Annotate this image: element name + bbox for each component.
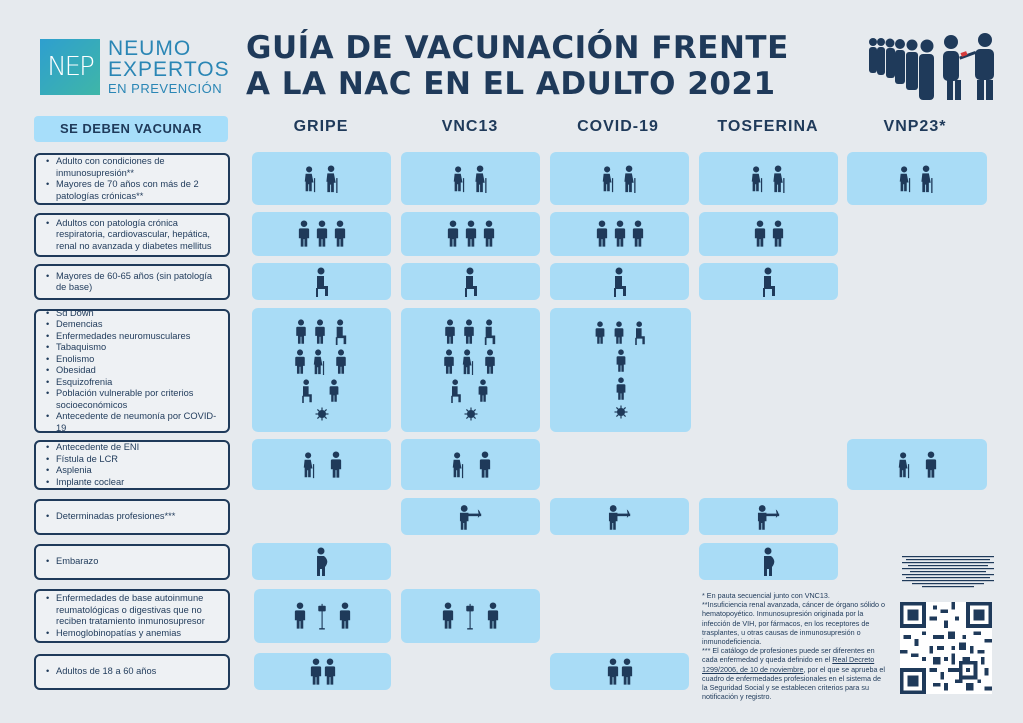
cell-r1-tosferina xyxy=(699,152,838,205)
elderly-person-icon xyxy=(898,165,912,193)
logo-line1: NEUMO xyxy=(108,37,192,60)
dementia-icon xyxy=(313,319,327,345)
footnotes xyxy=(702,591,887,701)
list-item: • Mayores de 70 años con más de 2 patologías crónicas** xyxy=(46,179,222,202)
chronic-patient-icon xyxy=(447,220,459,248)
icon-row xyxy=(294,349,350,375)
elderly-cane-icon xyxy=(621,165,639,193)
iv-drip-icon xyxy=(316,602,328,630)
footnote-3-text: *** El catálogo de profesiones puede ser diferentes en cada enfermedad y queda definido en el xyxy=(702,646,875,665)
senior-seated-icon xyxy=(761,267,777,297)
chronic-patient-icon xyxy=(596,220,608,248)
cell-r3-tosferina xyxy=(699,263,838,300)
patient-icon xyxy=(294,602,306,630)
ear-patient-icon xyxy=(479,451,491,479)
cell-r6-vnc13 xyxy=(401,498,540,535)
row-label-autoimmune xyxy=(34,589,230,643)
cell-r9-covid xyxy=(550,653,689,690)
list-item: • Fístula de LCR xyxy=(46,454,139,466)
vulnerable-family-icon xyxy=(610,377,632,401)
tiny-text-block xyxy=(902,556,994,590)
elderly-cane-icon xyxy=(323,165,341,193)
senior-seated-icon xyxy=(612,267,628,297)
chronic-patient-icon xyxy=(334,220,346,248)
chronic-patient-icon xyxy=(754,220,766,248)
covid-virus-icon xyxy=(614,405,628,419)
list-item: • Obesidad xyxy=(46,365,222,377)
worker-icon xyxy=(454,503,488,531)
row-label-risk-conditions xyxy=(34,309,230,433)
ear-patient-icon xyxy=(330,451,342,479)
obesity-icon xyxy=(332,349,350,375)
iv-drip-icon xyxy=(464,602,476,630)
real-decreto-link[interactable]: Real Decreto 1299/2006, de 10 de noviembre xyxy=(702,655,875,674)
adult-icon xyxy=(621,658,633,686)
chronic-patient-icon xyxy=(772,220,784,248)
elderly-person-icon xyxy=(303,165,317,193)
icon-row xyxy=(447,379,495,403)
patient-icon xyxy=(442,602,454,630)
column-vnp23: VNP23* xyxy=(883,118,947,135)
list-item: • Enfermedades de base autoinmune reumatológicas o digestivas que no reciben tratamiento inmunosupresor xyxy=(46,593,222,628)
chronic-patient-icon xyxy=(614,220,626,248)
row-label-pregnancy xyxy=(34,544,230,580)
footnote-3 xyxy=(702,646,887,701)
cell-r2-covid xyxy=(550,212,689,256)
list-item: • Población vulnerable por criterios socioeconómicos xyxy=(46,388,222,411)
cell-r3-covid xyxy=(550,263,689,300)
icon-row xyxy=(444,319,498,345)
adult-icon xyxy=(607,658,619,686)
elderly-person-icon xyxy=(750,165,764,193)
worker-icon xyxy=(752,503,786,531)
cell-r3-gripe xyxy=(252,263,391,300)
drinker-icon xyxy=(312,349,326,375)
chronic-patient-icon xyxy=(632,220,644,248)
cell-r9-gripe xyxy=(254,653,391,690)
column-vnc13: VNC13 xyxy=(441,118,499,135)
list-item: • Demencias xyxy=(46,319,222,331)
obesity-icon xyxy=(615,349,627,373)
cell-r3-vnc13 xyxy=(401,263,540,300)
drinker-icon xyxy=(461,349,475,375)
cell-r1-vnp23 xyxy=(847,152,987,205)
cell-r4-gripe xyxy=(252,308,391,432)
ear-patient-icon xyxy=(925,451,937,479)
row-label-professions xyxy=(34,499,230,535)
adult-icon xyxy=(324,658,336,686)
row-label-chronic xyxy=(34,213,230,257)
pregnant-woman-icon xyxy=(761,547,777,577)
logo xyxy=(40,38,230,95)
vaccination-queue-icon xyxy=(855,30,1005,102)
senior-seated-icon xyxy=(314,267,330,297)
lying-patient-icon xyxy=(302,451,316,479)
vulnerable-family-icon xyxy=(322,379,346,403)
schizophrenia-icon xyxy=(447,379,465,403)
lying-patient-icon xyxy=(451,451,465,479)
dementia-icon xyxy=(612,321,626,345)
smoker-icon xyxy=(294,349,306,375)
footnote-2: **Insuficiencia renal avanzada, cáncer de órgano sólido o hematopoyético. Inmunosupresión originada por la infección de VIH, por fármacos, en los receptores de trasplantes, u otras causas de inmunosupresión o inmunodeficiencia. xyxy=(702,600,886,647)
column-tosferina: TOSFERINA xyxy=(717,118,819,135)
list-item: • Enfermedades neuromusculares xyxy=(46,331,222,343)
vulnerable-family-icon xyxy=(471,379,495,403)
cell-r7-tosferina xyxy=(699,543,838,580)
lying-patient-icon xyxy=(897,451,911,479)
list-item: • Implante coclear xyxy=(46,477,139,489)
column-covid19: COVID-19 xyxy=(577,118,659,135)
page-title xyxy=(246,30,789,102)
elderly-person-icon xyxy=(452,165,466,193)
down-syndrome-icon xyxy=(444,319,456,345)
senior-seated-icon xyxy=(463,267,479,297)
smoker-icon xyxy=(443,349,455,375)
elderly-person-icon xyxy=(601,165,615,193)
cell-r4-covid xyxy=(550,308,691,432)
down-syndrome-icon xyxy=(594,321,606,345)
wheelchair-icon xyxy=(333,319,349,345)
wheelchair-icon xyxy=(632,321,648,345)
chronic-patient-icon xyxy=(298,220,310,248)
list-item: • Asplenia xyxy=(46,465,139,477)
elderly-cane-icon xyxy=(472,165,490,193)
logo-line2: EXPERTOS xyxy=(108,58,230,81)
vaccinate-label: SE DEBEN VACUNAR xyxy=(34,116,228,142)
cell-r2-gripe xyxy=(252,212,391,256)
cell-r1-gripe xyxy=(252,152,391,205)
row-label-eni xyxy=(34,440,230,490)
pregnant-woman-icon xyxy=(314,547,330,577)
icon-row xyxy=(298,379,346,403)
schizophrenia-icon xyxy=(298,379,316,403)
icon-row xyxy=(443,349,499,375)
cell-r2-vnc13 xyxy=(401,212,540,256)
covid-virus-icon xyxy=(315,407,329,421)
cell-r8-vnc13 xyxy=(401,589,540,643)
chronic-patient-icon xyxy=(465,220,477,248)
column-gripe: GRIPE xyxy=(293,118,349,135)
cell-r2-tosferina xyxy=(699,212,838,256)
list-item: • Sd Down xyxy=(46,308,222,320)
cell-r5-vnp23 xyxy=(847,439,987,490)
list-item: • Adulto con condiciones de inmunosupresión** xyxy=(46,156,222,179)
cell-r1-covid xyxy=(550,152,689,205)
covid-virus-icon xyxy=(464,407,478,421)
dementia-icon xyxy=(462,319,476,345)
row-label-adults-18-60 xyxy=(34,654,230,690)
cell-r8-gripe xyxy=(254,589,391,643)
title-line1: GUÍA DE VACUNACIÓN FRENTE xyxy=(246,30,789,66)
list-item: • Adultos con patología crónica respiratoria, cardiovascular, hepática, renal no avanzada y diabetes mellitus xyxy=(46,218,222,253)
list-item: • Adultos de 18 a 60 años xyxy=(46,666,156,678)
cell-r6-covid xyxy=(550,498,689,535)
down-syndrome-icon xyxy=(295,319,307,345)
list-item: • Antecedente de neumonía por COVID-19 xyxy=(46,411,222,434)
elderly-cane-icon xyxy=(770,165,788,193)
list-item: • Determinadas profesiones*** xyxy=(46,511,175,523)
footnote-1: * En pauta secuencial junto con VNC13. xyxy=(702,591,830,600)
row-label-over-60 xyxy=(34,264,230,300)
row-label-immunosuppression xyxy=(34,153,230,205)
cell-r4-vnc13 xyxy=(401,308,540,432)
chronic-patient-icon xyxy=(316,220,328,248)
list-item: • Embarazo xyxy=(46,556,98,568)
list-item: • Mayores de 60-65 años (sin patología de base) xyxy=(46,271,222,294)
logo-line3: EN PREVENCIÓN xyxy=(108,81,223,96)
patient-icon xyxy=(338,602,352,630)
cell-r1-vnc13 xyxy=(401,152,540,205)
logo-mark: NEP xyxy=(40,39,100,95)
obesity-icon xyxy=(481,349,499,375)
cell-r5-gripe xyxy=(252,439,391,490)
footnote-3-text-end: , por el que se aprueba el cuadro de enfermedades profesionales en el sistema de la Seguridad Social y se establecen criterios para su notificación y registro. xyxy=(702,664,886,702)
patient-icon xyxy=(486,602,500,630)
list-item: • Tabaquismo xyxy=(46,342,222,354)
icon-row xyxy=(594,321,648,345)
list-item: • Esquizofrenia xyxy=(46,377,222,389)
logo-text xyxy=(108,38,230,95)
adult-icon xyxy=(310,658,322,686)
title-line2: A LA NAC EN EL ADULTO 2021 xyxy=(246,66,776,102)
chronic-patient-icon xyxy=(483,220,495,248)
icon-row xyxy=(295,319,349,345)
wheelchair-icon xyxy=(482,319,498,345)
elderly-cane-icon xyxy=(918,165,936,193)
cell-r5-vnc13 xyxy=(401,439,540,490)
qr-code[interactable] xyxy=(900,602,992,694)
list-item: • Hemoglobinopatías y anemias xyxy=(46,628,222,640)
cell-r6-tosferina xyxy=(699,498,838,535)
cell-r7-gripe xyxy=(252,543,391,580)
list-item: • Enolismo xyxy=(46,354,222,366)
list-item: • Antecedente de ENI xyxy=(46,442,139,454)
worker-icon xyxy=(603,503,637,531)
